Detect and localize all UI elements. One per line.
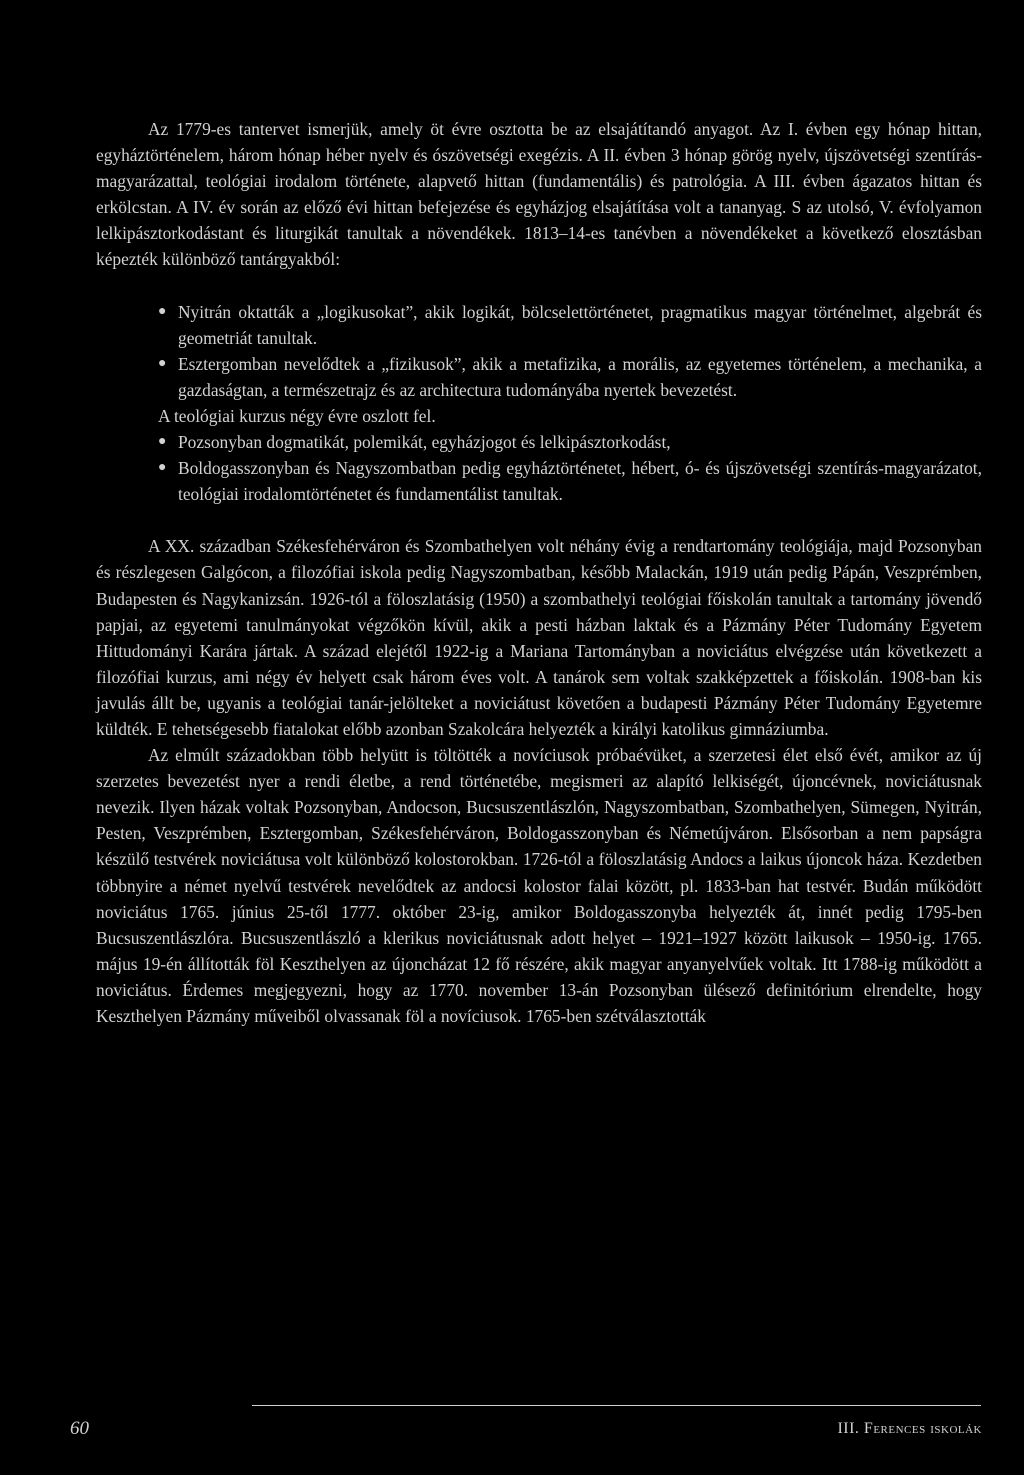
paragraph-novitiate: Az elmúlt századokban több helyütt is töltötték a novíciusok próbaévüket, a szerzetesi élet első évét, amikor az új szerzetes bevezetést nyer a rendi életbe, a rend történetébe, megismeri az alapító lelkiségét, újoncévnek, noviciátusnak nevezik. Ilyen házak voltak Pozsonyban, Andocson, Bucsuszentlászlón, Nagyszombatban, Szombathelyen, Sümegen, Nyitrán, Pesten, Veszprémben, Esztergomban, Székesfehérváron, Boldogasszonyban és Németújváron. Elsősorban a nem papságra készülő testvérek noviciátusa volt különböző kolostorokban. 1726-tól a föloszlatásig Andocs a laikus újoncok háza. Kezdetben többnyire a német nyelvű testvérek nevelődtek az andocsi kolostor falai között, pl. 1833-ban hat testvér. Budán működött noviciátus 1765. június 25-től 1777. október 23-ig, amikor Boldogasszonyba helyezték át, innét pedig 1795-ben Bucsuszentlászlóra. Bucsuszentlászló a klerikus noviciátusnak adott helyet – 1921–1927 között laikusok – 1950-ig. 1765. május 19-én állították föl Keszthelyen az újoncházat 12 fő részére, akik magyar anyanyelvűek voltak. Itt 1788-ig működött a noviciátus. Érdemes megjegyezni, hogy az 1770. november 13-án Pozsonyban ülésező definitórium elrendelte, hogy Keszthelyen Pázmány műveiből olvassanak föl a novíciusok. 1765-ben szétválasztották — [96, 745, 982, 1026]
list-item — [158, 299, 982, 351]
list-item — [158, 429, 982, 455]
list-item — [158, 351, 982, 403]
list-item-text: Boldogasszonyban és Nagyszombatban pedig egyháztörténetet, hébert, ó- és újszövetségi szentírás-magyarázatot, teológiai irodalomtörténetet és fundamentálist tanultak. — [178, 458, 982, 505]
footer-divider — [252, 1405, 981, 1406]
page-number: 60 — [70, 1418, 89, 1439]
running-footer-chapter: III. Ferences iskolák — [837, 1420, 982, 1437]
body-text — [96, 116, 982, 1029]
list-item-text: Nyitrán oktatták a „logikusokat”, akik logikát, bölcselettörténetet, pragmatikus magyar történelmet, algebrát és geometriát tanultak. — [178, 301, 982, 348]
theology-course-line: A teológiai kurzus négy évre oszlott fel. — [158, 405, 436, 426]
bullet-icon: ● — [158, 460, 167, 476]
paragraph-curriculum-1779: Az 1779-es tantervet ismerjük, amely öt évre osztotta be az elsajátítandó anyagot. Az I. évben egy hónap hittan, egyháztörténelem, három hónap héber nyelv és ószövetségi exegézis. A II. évben 3 hónap görög nyelv, újszövetségi szentírás-magyarázattal, teológiai irodalom története, alapvető hittan (fundamentális) és patrológia. A III. évben ágazatos hittan és erkölcstan. A IV. év során az előző évi hittan befejezése és egyházjog elsajátítása volt a tananyag. S az utolsó, V. évfolyamon lelkipásztorkodástant és liturgikát tanultak a növendékek. 1813–14-es tanévben a növendékeket a következő elosztásban képezték különböző tantárgyakból: — [96, 119, 982, 270]
list-item-text: Esztergomban nevelődtek a „fizikusok”, akik a metafizika, a morális, az egyetemes történelem, a mechanika, a gazdaságtan, a természetrajz és az architectura tudományába nyertek bevezetést. — [178, 353, 982, 400]
list-item-text: Pozsonyban dogmatikát, polemikát, egyházjogot és lelkipásztorkodást, — [178, 432, 671, 453]
list-item — [158, 455, 982, 507]
bullet-list-philosophy — [96, 299, 982, 403]
bullet-icon: ● — [158, 303, 167, 319]
bullet-list-theology — [96, 429, 982, 507]
bullet-icon: ● — [158, 355, 167, 371]
paragraph-20th-century: A XX. században Székesfehérváron és Szombathelyen volt néhány évig a rendtartomány teológiája, majd Pozsonyban és részlegesen Galgócon, a filozófiai iskola pedig Nagyszombatban, később Malackán, 1919 után pedig Pápán, Veszprémben, Budapesten és Nagykanizsán. 1926-tól a föloszlatásig (1950) a szombathelyi teológiai főiskolán tanultak a tartomány jövendő papjai, az egyetemi tanulmányokat végzőkön kívül, akik a pesti házban laktak és a Pázmány Péter Tudomány Egyetem Hittudományi Karára jártak. A század elejétől 1922-ig a Mariana Tartományban a noviciátus elvégzése után következett a filozófiai kurzus, ami négy év helyett csak három éves volt. A tanárok sem voltak szakképzettek a főiskolán. 1908-ban kis javulás állt be, ugyanis a teológiai tanár-jelölteket a noviciátust követően a budapesti Pázmány Péter Tudomány Egyetemre küldték. E tehetségesebb fiatalokat előbb azonban Szakolcára helyezték a királyi katolikus gimnáziumba. — [96, 536, 982, 739]
bullet-icon: ● — [158, 434, 167, 450]
